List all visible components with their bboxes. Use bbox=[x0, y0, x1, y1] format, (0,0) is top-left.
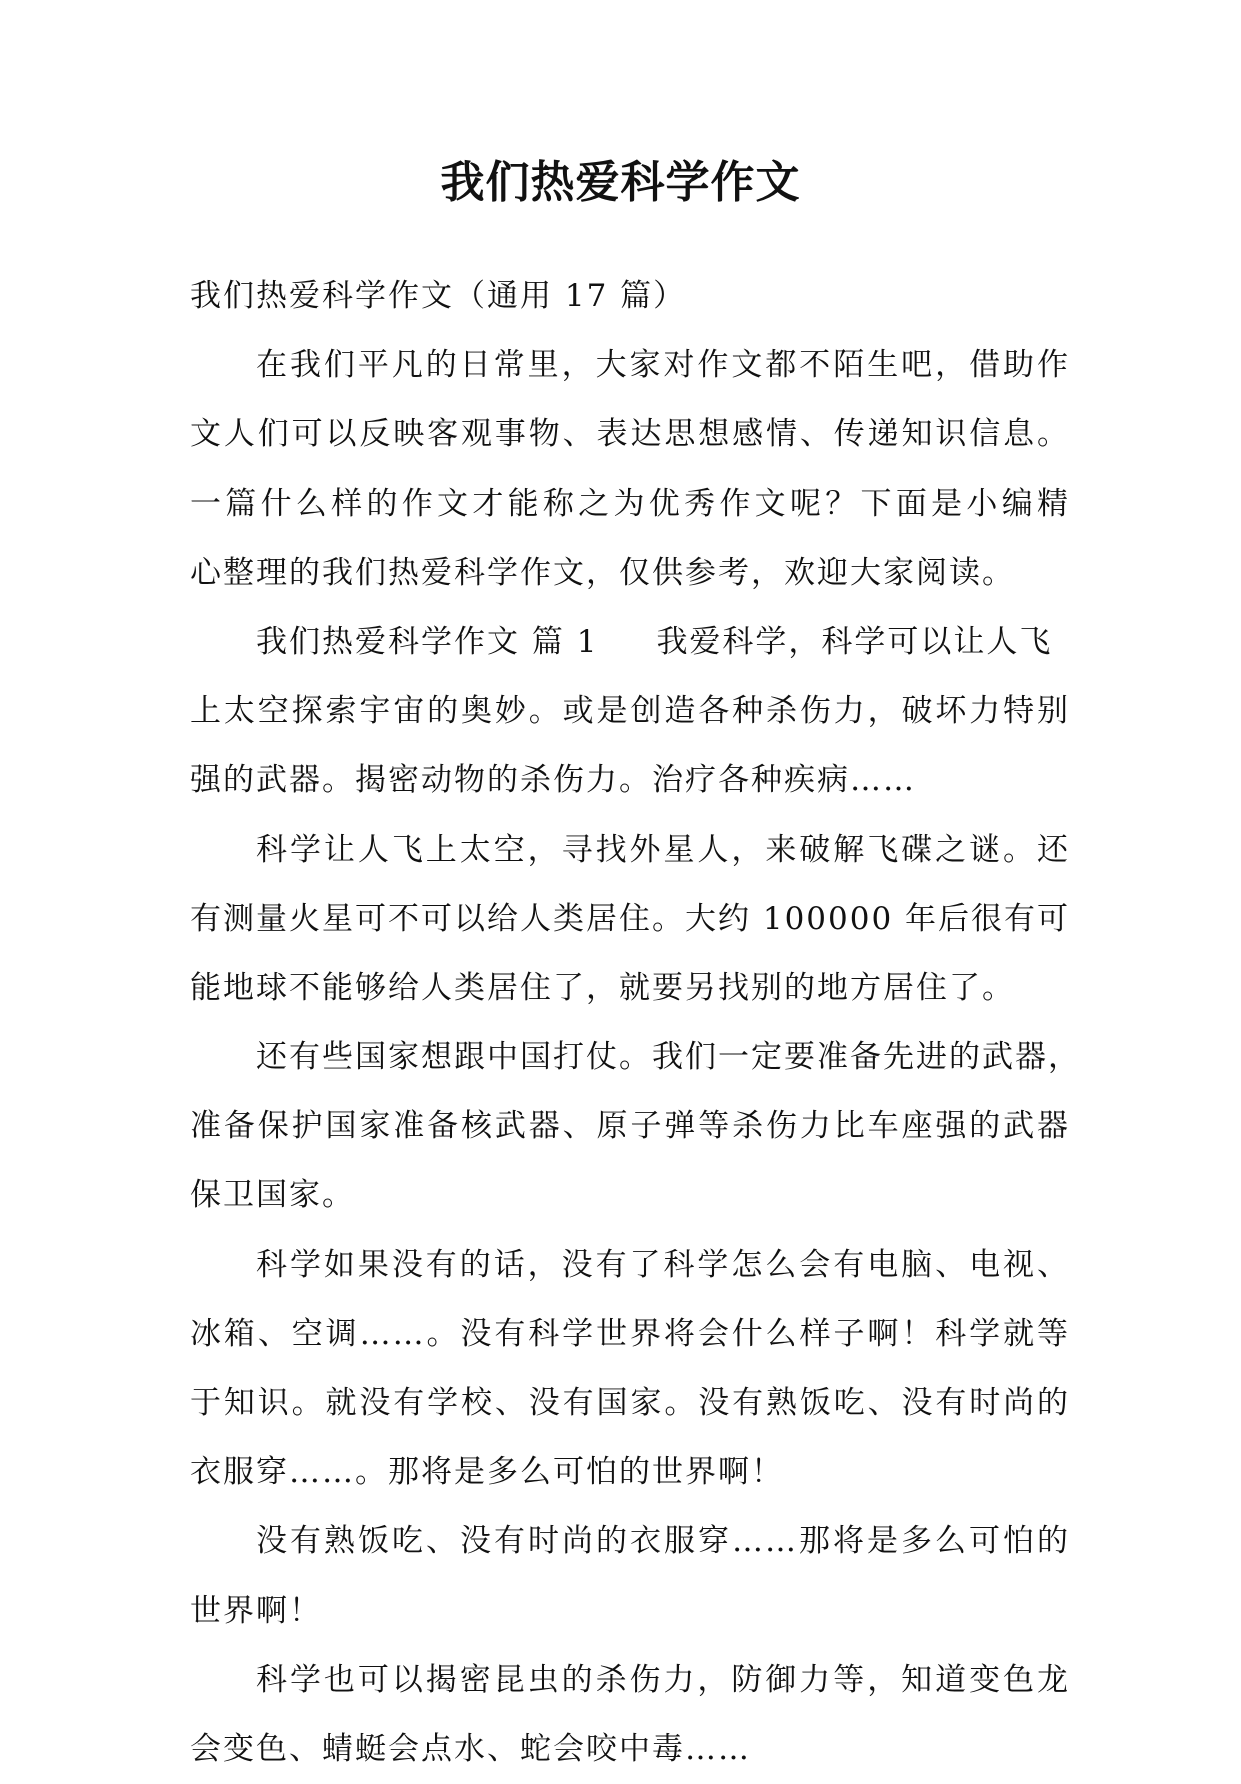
paragraph-line: 保卫国家。 bbox=[190, 1177, 355, 1214]
paragraph-line: 科学如果没有的话，没有了科学怎么会有电脑、电视、 bbox=[256, 1246, 1070, 1283]
section-heading: 我们热爱科学作文 篇 1 bbox=[256, 623, 599, 660]
subtitle-line: 我们热爱科学作文（通用 17 篇） bbox=[190, 278, 687, 314]
paragraph-line: 世界啊！ bbox=[190, 1592, 322, 1629]
section-heading-line bbox=[190, 608, 1070, 677]
paragraph-line: 还有些国家想跟中国打仗。我们一定要准备先进的武器， bbox=[256, 1039, 1081, 1076]
paragraph-line: 有测量火星可不可以给人类居住。大约 100000 年后很有可 bbox=[190, 900, 1071, 937]
document-title: 我们热爱科学作文 bbox=[440, 157, 801, 208]
paragraph-line: 强的武器。揭密动物的杀伤力。治疗各种疾病…… bbox=[190, 762, 916, 799]
paragraph-line: 于知识。就没有学校、没有国家。没有熟饭吃、没有时尚的 bbox=[190, 1385, 1070, 1421]
document-body bbox=[190, 262, 1081, 1784]
paragraph-line: 上太空探索宇宙的奥妙。或是创造各种杀伤力，破坏力特别 bbox=[190, 693, 1070, 730]
section-first-sentence: 我爱科学，科学可以让人飞 bbox=[656, 623, 1053, 660]
paragraph-line: 科学也可以揭密昆虫的杀伤力，防御力等，知道变色龙 bbox=[256, 1661, 1070, 1698]
paragraph-line: 一篇什么样的作文才能称之为优秀作文呢？下面是小编精 bbox=[190, 485, 1070, 522]
paragraph-line: 心整理的我们热爱科学作文，仅供参考，欢迎大家阅读。 bbox=[190, 554, 1015, 591]
paragraph-line: 冰箱、空调……。没有科学世界将会什么样子啊！科学就等 bbox=[190, 1315, 1070, 1352]
paragraph-line: 文人们可以反映客观事物、表达思想感情、传递知识信息。 bbox=[190, 416, 1070, 453]
paragraph-line: 会变色、蜻蜓会点水、蛇会咬中毒…… bbox=[190, 1730, 751, 1767]
paragraph-line: 没有熟饭吃、没有时尚的衣服穿……那将是多么可怕的 bbox=[256, 1523, 1070, 1560]
paragraph-line: 能地球不能够给人类居住了，就要另找别的地方居住了。 bbox=[190, 969, 1015, 1006]
paragraph-line: 科学让人飞上太空，寻找外星人，来破解飞碟之谜。还 bbox=[256, 831, 1070, 868]
paragraph-line: 衣服穿……。那将是多么可怕的世界啊！ bbox=[190, 1454, 784, 1491]
paragraph-line: 准备保护国家准备核武器、原子弹等杀伤力比车座强的武器 bbox=[190, 1108, 1070, 1145]
paragraph-line: 在我们平凡的日常里，大家对作文都不陌生吧，借助作 bbox=[256, 347, 1070, 384]
